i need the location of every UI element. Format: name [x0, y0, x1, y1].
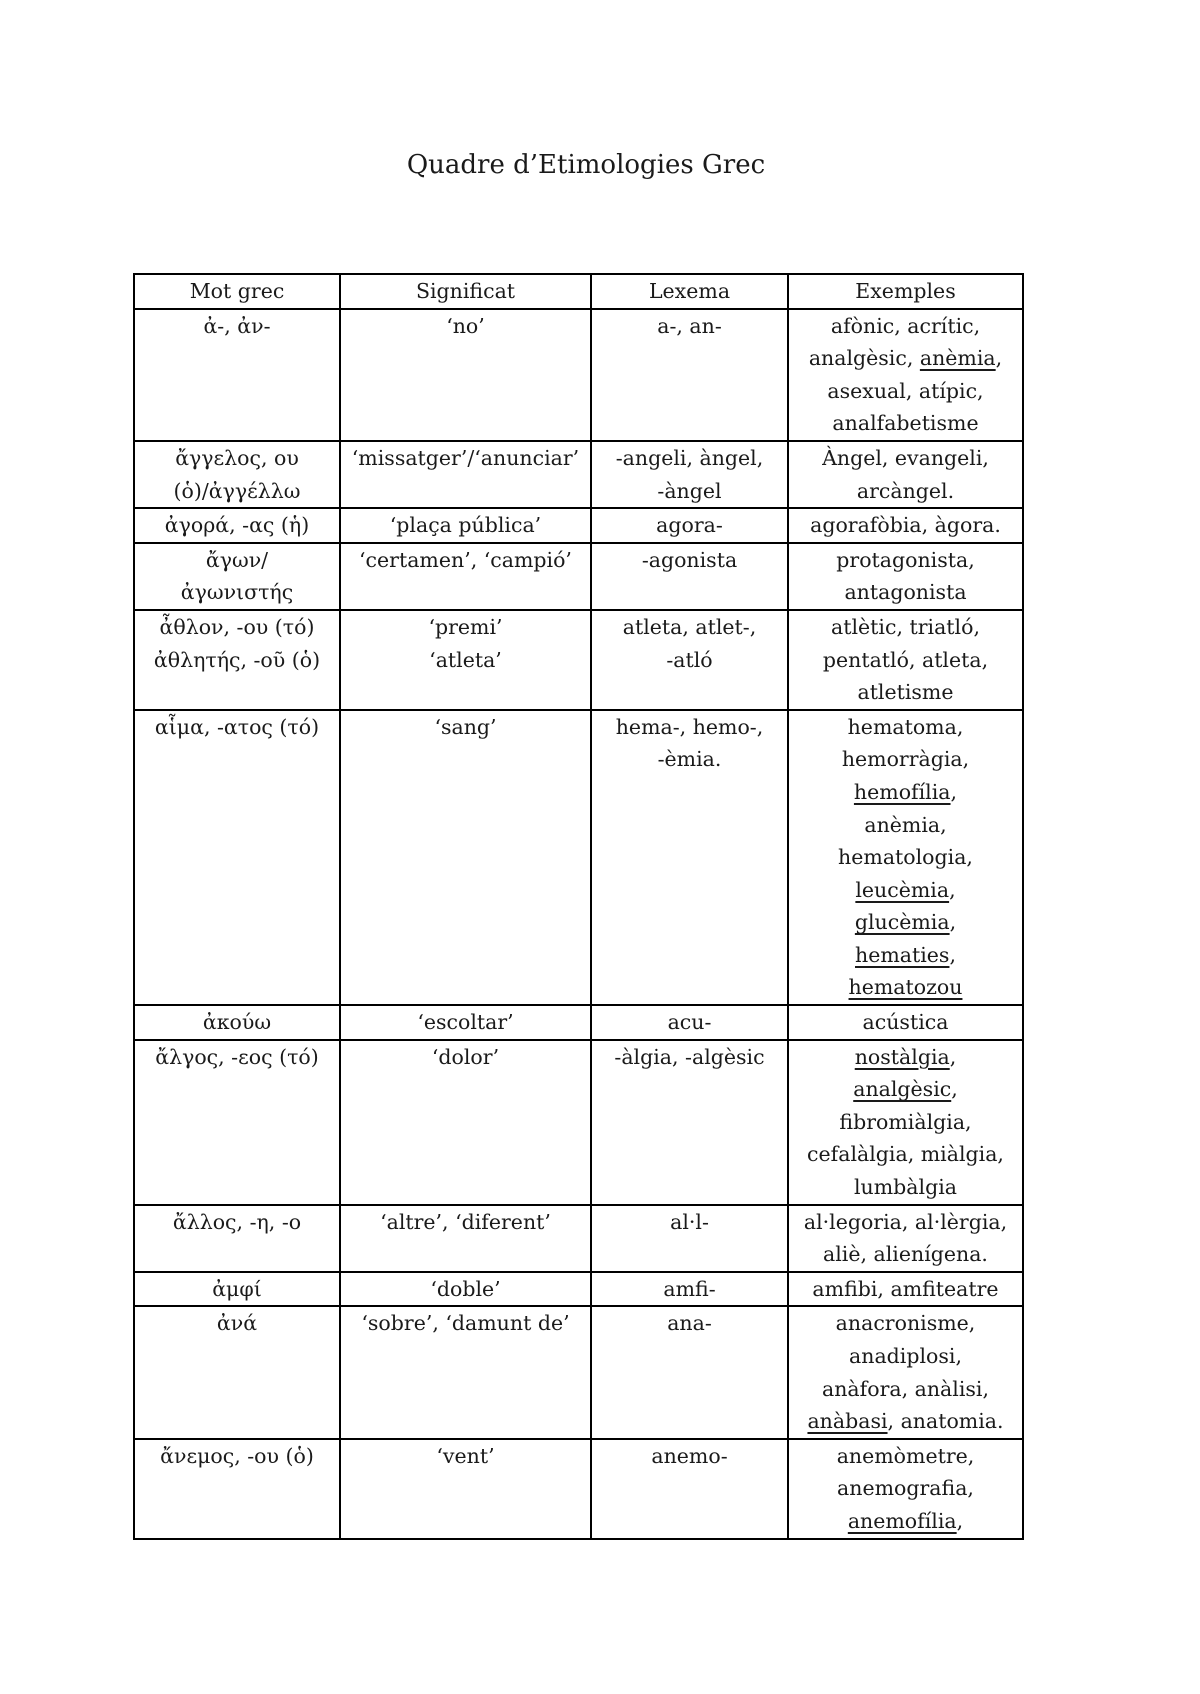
greek-word-line: ἀγορά, -ας (ἡ) — [164, 513, 310, 538]
example-line — [792, 1505, 1019, 1538]
meaning-cell — [340, 1040, 591, 1205]
example-text: hematologia, — [838, 845, 973, 870]
example-line — [792, 743, 1019, 776]
lexeme-cell — [591, 1205, 788, 1272]
lexeme-cell — [591, 441, 788, 508]
example-text: Àngel, evangeli, — [822, 445, 989, 470]
example-text: , — [951, 1077, 958, 1102]
example-text: , — [949, 942, 956, 967]
lexeme-line: agora- — [656, 513, 723, 538]
example-line — [792, 874, 1019, 907]
underlined-example: glucèmia — [854, 910, 950, 935]
example-line — [792, 676, 1019, 709]
examples-cell — [788, 1439, 1023, 1539]
examples-cell — [788, 1205, 1023, 1272]
meaning-cell — [340, 441, 591, 508]
underlined-example: hemofília — [853, 779, 951, 804]
example-text: asexual, atípic, — [827, 378, 984, 403]
greek-word-line: ἄγων/ — [205, 547, 269, 572]
lexeme-cell — [591, 508, 788, 543]
examples-cell — [788, 710, 1023, 1005]
meaning-line: ‘certamen’, ‘campió’ — [359, 547, 572, 572]
meaning-line: ‘premi’ — [428, 614, 503, 639]
greek-word-cell — [134, 543, 340, 610]
table-row — [134, 1306, 1023, 1438]
examples-cell — [788, 543, 1023, 610]
greek-word-line: ἄλλος, -η, -ο — [172, 1209, 302, 1234]
header-greek-word: Mot grec — [134, 274, 340, 309]
lexeme-line: ana- — [667, 1311, 712, 1336]
example-text: hematoma, — [847, 714, 964, 739]
meaning-line: ‘atleta’ — [429, 647, 502, 672]
meaning-cell — [340, 1439, 591, 1539]
lexeme-line: atleta, atlet-, — [622, 614, 757, 639]
meaning-line: ‘dolor’ — [431, 1044, 500, 1069]
meaning-cell — [340, 1306, 591, 1438]
example-line — [792, 644, 1019, 677]
example-line — [792, 509, 1019, 542]
lexeme-line: a-, an- — [657, 313, 722, 338]
example-line — [792, 1171, 1019, 1204]
example-text: lumbàlgia — [853, 1175, 957, 1200]
example-text: analfabetisme — [832, 411, 979, 436]
lexeme-line: acu- — [667, 1010, 712, 1035]
lexeme-cell — [591, 543, 788, 610]
meaning-line: ‘doble’ — [430, 1276, 501, 1301]
example-text: antagonista — [844, 580, 967, 605]
examples-cell — [788, 1306, 1023, 1438]
lexeme-cell — [591, 1439, 788, 1539]
example-line — [792, 576, 1019, 609]
greek-word-line: (ὁ)/ἀγγέλλω — [173, 478, 301, 503]
lexeme-cell — [591, 710, 788, 1005]
lexeme-cell — [591, 1306, 788, 1438]
example-line — [792, 544, 1019, 577]
example-line — [792, 1238, 1019, 1271]
example-line — [792, 906, 1019, 939]
greek-word-line: ἀθλητής, -οῦ (ὁ) — [153, 647, 321, 672]
lexeme-cell — [591, 610, 788, 710]
example-text: anemòmetre, — [836, 1443, 975, 1468]
meaning-line: ‘escoltar’ — [417, 1010, 514, 1035]
example-line — [792, 1405, 1019, 1438]
lexeme-cell — [591, 1005, 788, 1040]
greek-word-line: ἀνά — [216, 1311, 258, 1336]
lexeme-line: -atló — [666, 647, 713, 672]
examples-cell — [788, 1005, 1023, 1040]
lexeme-line: -agonista — [641, 547, 738, 572]
greek-word-cell — [134, 508, 340, 543]
etymology-table — [133, 273, 1024, 1540]
example-line — [792, 407, 1019, 440]
example-line — [792, 809, 1019, 842]
table-row — [134, 1040, 1023, 1205]
example-line — [792, 971, 1019, 1004]
underlined-example: anèmia — [919, 346, 996, 371]
greek-word-line: ἆθλον, -ου (τό) — [159, 614, 315, 639]
table-body — [134, 309, 1023, 1539]
greek-word-line: ἄνεμος, -ου (ὁ) — [160, 1443, 314, 1468]
example-line — [792, 310, 1019, 343]
example-text: , anatomia. — [887, 1409, 1004, 1434]
lexeme-line: al·l- — [670, 1209, 709, 1234]
example-line — [792, 1206, 1019, 1239]
lexeme-line: -àngel — [657, 478, 722, 503]
meaning-line: ‘sang’ — [434, 714, 497, 739]
example-text: , — [995, 346, 1003, 371]
meaning-line: ‘plaça pública’ — [389, 513, 542, 538]
example-line — [792, 841, 1019, 874]
lexeme-line: amfi- — [663, 1276, 716, 1301]
table-row — [134, 441, 1023, 508]
example-text: analgèsic, — [808, 346, 920, 371]
underlined-example: nostàlgia — [854, 1044, 950, 1069]
header-meaning: Significat — [340, 274, 591, 309]
example-text: protagonista, — [836, 547, 975, 572]
meaning-line: ‘missatger’/‘anunciar’ — [351, 445, 580, 470]
lexeme-line: anemo- — [651, 1443, 728, 1468]
greek-word-cell — [134, 1040, 340, 1205]
example-text: , — [949, 877, 956, 902]
example-text: hemorràgia, — [841, 747, 970, 772]
table-row — [134, 1005, 1023, 1040]
meaning-line: ‘sobre’, ‘damunt de’ — [361, 1311, 570, 1336]
greek-word-cell — [134, 1205, 340, 1272]
meaning-line: ‘vent’ — [436, 1443, 495, 1468]
greek-word-line: ἀ-, ἀν- — [203, 313, 271, 338]
table-row — [134, 710, 1023, 1005]
lexeme-line: -angeli, àngel, — [615, 445, 764, 470]
greek-word-line: ἄγγελος, ου — [175, 445, 299, 470]
example-line — [792, 1307, 1019, 1340]
example-text: al·legoria, al·lèrgia, — [803, 1209, 1008, 1234]
lexeme-line: -àlgia, -algèsic — [614, 1044, 765, 1069]
table-row — [134, 543, 1023, 610]
greek-word-cell — [134, 1272, 340, 1307]
example-text: amfibi, amfiteatre — [812, 1276, 999, 1301]
example-line — [792, 939, 1019, 972]
example-line — [792, 776, 1019, 809]
greek-word-cell — [134, 1005, 340, 1040]
greek-word-line: ἀγωνιστής — [180, 580, 294, 605]
example-text: atlètic, triatló, — [831, 614, 980, 639]
meaning-cell — [340, 710, 591, 1005]
greek-word-cell — [134, 441, 340, 508]
example-line — [792, 1472, 1019, 1505]
underlined-example: leucèmia — [855, 877, 950, 902]
greek-word-line: ἀμφί — [212, 1276, 262, 1301]
underlined-example: anàbasi — [807, 1409, 888, 1434]
greek-word-cell — [134, 309, 340, 441]
examples-cell — [788, 309, 1023, 441]
header-lexeme: Lexema — [591, 274, 788, 309]
meaning-cell — [340, 610, 591, 710]
examples-cell — [788, 1040, 1023, 1205]
lexeme-cell — [591, 1040, 788, 1205]
example-line — [792, 1041, 1019, 1074]
table-row — [134, 1439, 1023, 1539]
example-text: agorafòbia, àgora. — [810, 513, 1001, 538]
example-line — [792, 1006, 1019, 1039]
example-text: anèmia, — [864, 812, 947, 837]
example-line — [792, 1340, 1019, 1373]
example-line — [792, 611, 1019, 644]
greek-word-line: ἀκούω — [202, 1010, 272, 1035]
example-text: , — [956, 1508, 964, 1533]
example-text: cefalàlgia, miàlgia, — [807, 1142, 1004, 1167]
lexeme-cell — [591, 1272, 788, 1307]
lexeme-line: -èmia. — [657, 747, 722, 772]
table-row — [134, 309, 1023, 441]
example-text: fibromiàlgia, — [839, 1109, 972, 1134]
underlined-example: hematies — [855, 942, 950, 967]
example-text: , — [950, 779, 958, 804]
example-line — [792, 1073, 1019, 1106]
example-line — [792, 711, 1019, 744]
meaning-line: ‘no’ — [446, 313, 485, 338]
example-text: aliè, alienígena. — [823, 1242, 988, 1267]
meaning-cell — [340, 1272, 591, 1307]
examples-cell — [788, 508, 1023, 543]
example-text: anàfora, anàlisi, — [822, 1376, 989, 1401]
example-text: atletisme — [857, 680, 954, 705]
table-row — [134, 508, 1023, 543]
example-text: , — [949, 910, 957, 935]
example-line — [792, 1373, 1019, 1406]
example-line — [792, 442, 1019, 475]
meaning-cell — [340, 309, 591, 441]
lexeme-line: hema-, hemo-, — [615, 714, 764, 739]
examples-cell — [788, 1272, 1023, 1307]
example-text: anacronisme, — [835, 1311, 976, 1336]
lexeme-cell — [591, 309, 788, 441]
examples-cell — [788, 441, 1023, 508]
table-row — [134, 1272, 1023, 1307]
greek-word-cell — [134, 1306, 340, 1438]
meaning-cell — [340, 1205, 591, 1272]
underlined-example: anemofília — [847, 1508, 957, 1533]
underlined-example: hematozou — [848, 975, 963, 1000]
meaning-line: ‘altre’, ‘diferent’ — [380, 1209, 551, 1234]
table-row — [134, 1205, 1023, 1272]
examples-cell — [788, 610, 1023, 710]
greek-word-cell — [134, 1439, 340, 1539]
example-line — [792, 1138, 1019, 1171]
underlined-example: analgèsic — [853, 1077, 952, 1102]
example-line — [792, 1273, 1019, 1306]
meaning-cell — [340, 1005, 591, 1040]
header-examples: Exemples — [788, 274, 1023, 309]
example-line — [792, 1106, 1019, 1139]
greek-word-cell — [134, 710, 340, 1005]
greek-word-line: αἷμα, -ατος (τό) — [154, 714, 320, 739]
example-line — [792, 475, 1019, 508]
table-row — [134, 610, 1023, 710]
example-text: pentatló, atleta, — [822, 647, 989, 672]
example-text: anemografia, — [837, 1476, 974, 1501]
meaning-cell — [340, 543, 591, 610]
greek-word-line: ἄλγος, -εος (τό) — [155, 1044, 319, 1069]
example-text: afònic, acrític, — [830, 313, 981, 338]
example-text: arcàngel. — [856, 478, 955, 503]
example-line — [792, 375, 1019, 408]
table-header-row — [134, 274, 1023, 309]
example-text: acústica — [862, 1010, 949, 1035]
meaning-cell — [340, 508, 591, 543]
page-title: Quadre d’Etimologies Grec — [406, 150, 766, 180]
example-text: anadiplosi, — [849, 1344, 962, 1368]
greek-word-cell — [134, 610, 340, 710]
example-line — [792, 342, 1019, 375]
example-text: , — [949, 1044, 957, 1069]
example-line — [792, 1440, 1019, 1473]
